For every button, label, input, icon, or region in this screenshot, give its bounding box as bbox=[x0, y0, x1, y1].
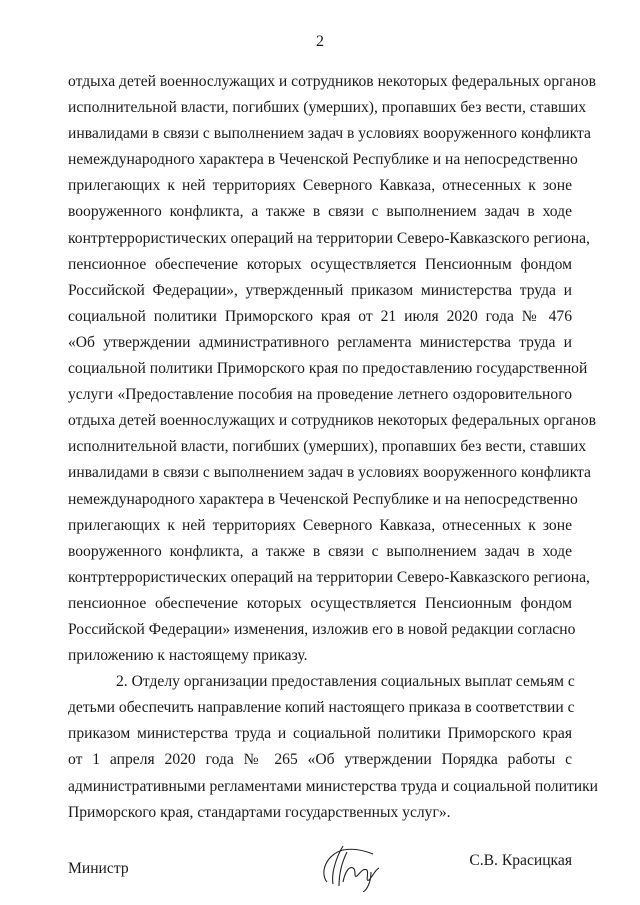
text-line: исполнительной власти, погибших (умерших), пропавших без вести, ставших bbox=[68, 99, 587, 117]
paragraph-2 bbox=[68, 672, 599, 829]
text-line: приказом министерства труда и социальной политики Приморского края bbox=[68, 725, 572, 743]
page-number: 2 bbox=[316, 33, 324, 50]
text-line: пенсионное обеспечение которых осуществляется Пенсионным фондом bbox=[68, 594, 572, 612]
text-line: инвалидами в связи с выполнением задач в условиях вооруженного конфликта bbox=[68, 464, 591, 482]
text-line: Российской Федерации», утвержденный приказом министерства труда и bbox=[68, 281, 572, 299]
text-line: пенсионное обеспечение которых осуществляется Пенсионным фондом bbox=[68, 255, 572, 273]
text-line: от 1 апреля 2020 года № 265 «Об утверждении Порядка работы с bbox=[68, 751, 572, 769]
text-line: вооруженного конфликта, а также в связи с выполнением задач в ходе bbox=[68, 203, 572, 221]
text-line: отдыха детей военнослужащих и сотрудников некоторых федеральных органов bbox=[68, 73, 596, 90]
text-line: административными регламентами министерства труда и социальной политики bbox=[68, 777, 599, 795]
text-line: немеждународного характера в Чеченской Республике и на непосредственно bbox=[68, 490, 578, 508]
signatory-name: С.В. Красицкая bbox=[469, 852, 572, 869]
handwritten-signature bbox=[313, 842, 393, 892]
text-line: прилегающих к ней территориях Северного Кавказа, отнесенных к зоне bbox=[68, 177, 572, 195]
signature-block bbox=[68, 848, 572, 888]
text-line: Приморского края, стандартами государственных услуг». bbox=[68, 803, 451, 821]
text-line: «Об утверждении административного регламента министерства труда и bbox=[68, 333, 572, 351]
text-line: 2. Отделу организации предоставления социальных выплат семьям с bbox=[116, 673, 575, 691]
document-body bbox=[68, 72, 599, 829]
text-line: услуги «Предоставление пособия на проведение летнего оздоровительного bbox=[68, 386, 572, 404]
text-line: контртеррористических операций на территории Северо-Кавказского региона, bbox=[68, 229, 590, 247]
paragraph-1 bbox=[68, 72, 596, 672]
signatory-title: Министр bbox=[68, 860, 129, 877]
text-line: детьми обеспечить направление копий настоящего приказа в соответствии с bbox=[68, 699, 575, 717]
text-line: Российской Федерации» изменения, изложив его в новой редакции согласно bbox=[68, 620, 576, 638]
text-line: инвалидами в связи с выполнением задач в условиях вооруженного конфликта bbox=[68, 125, 591, 143]
text-line: отдыха детей военнослужащих и сотрудников некоторых федеральных органов bbox=[68, 412, 596, 430]
text-line: вооруженного конфликта, а также в связи с выполнением задач в ходе bbox=[68, 542, 572, 560]
text-line: социальной политики Приморского края от 21 июля 2020 года № 476 bbox=[68, 307, 572, 325]
text-line: немеждународного характера в Чеченской Республике и на непосредственно bbox=[68, 151, 578, 169]
text-line: приложению к настоящему приказу. bbox=[68, 647, 308, 665]
text-line: социальной политики Приморского края по предоставлению государственной bbox=[68, 360, 588, 378]
text-line: исполнительной власти, погибших (умерших), пропавших без вести, ставших bbox=[68, 438, 587, 456]
text-line: контртеррористических операций на территории Северо-Кавказского региона, bbox=[68, 568, 590, 586]
text-line: прилегающих к ней территориях Северного Кавказа, отнесенных к зоне bbox=[68, 516, 572, 534]
